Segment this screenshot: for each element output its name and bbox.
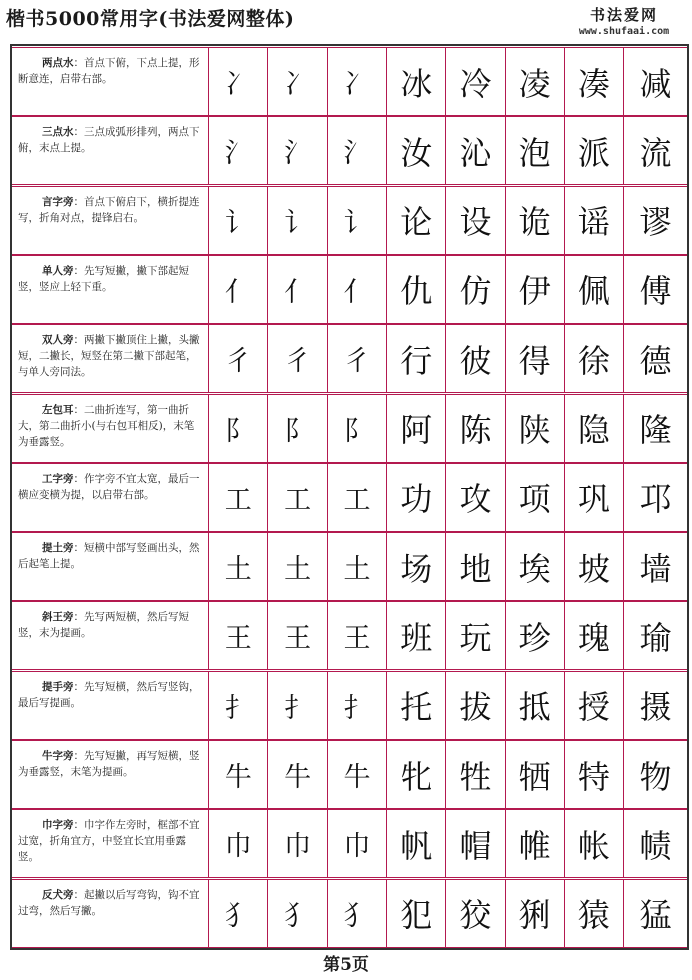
radical-sample-cell: 巾 xyxy=(208,810,267,877)
example-character-cell: 邛 xyxy=(623,464,687,531)
example-character-cell: 仇 xyxy=(386,256,445,323)
radical-description xyxy=(12,325,208,392)
example-character-cell: 犯 xyxy=(386,880,445,947)
example-character-cell: 牺 xyxy=(505,741,564,808)
radical-name: 双人旁 xyxy=(42,334,74,347)
radical-sample-cell: 巾 xyxy=(327,810,386,877)
radical-row xyxy=(12,601,687,670)
example-character-cell: 得 xyxy=(505,325,564,392)
radical-sample-cell: 冫 xyxy=(208,48,267,115)
radical-sample-cell: 土 xyxy=(267,533,326,600)
radical-description xyxy=(12,187,208,254)
example-character-cell: 巩 xyxy=(564,464,623,531)
radical-description xyxy=(12,395,208,462)
example-character-cell: 彼 xyxy=(445,325,504,392)
radical-sample-cell: 讠 xyxy=(327,187,386,254)
radical-sample-cell: 讠 xyxy=(208,187,267,254)
example-character-cell: 佩 xyxy=(564,256,623,323)
radical-description xyxy=(12,464,208,531)
radical-name-colon: ： xyxy=(73,542,84,555)
example-character-cell: 仿 xyxy=(445,256,504,323)
radical-instruction: 先写短撇，撇下部起短竖，竖应上轻下重。 xyxy=(18,264,189,293)
example-character-cell: 物 xyxy=(623,741,687,808)
radical-sample-cell: 扌 xyxy=(327,672,386,739)
example-character-cell: 托 xyxy=(386,672,445,739)
example-character-cell: 猁 xyxy=(505,880,564,947)
radical-row xyxy=(12,532,687,601)
example-character-cell: 派 xyxy=(564,117,623,184)
example-character-cell: 牲 xyxy=(445,741,504,808)
example-character-cell: 帽 xyxy=(445,810,504,877)
site-url: www.shufaai.com xyxy=(578,26,670,37)
example-character-cell: 牝 xyxy=(386,741,445,808)
radical-name-colon: ： xyxy=(73,334,84,347)
example-character-cell: 功 xyxy=(386,464,445,531)
radical-sample-cell: 王 xyxy=(267,602,326,669)
radical-sample-cell: 扌 xyxy=(208,672,267,739)
radical-sample-cell: 扌 xyxy=(267,672,326,739)
example-character-cell: 场 xyxy=(386,533,445,600)
example-character-cell: 阿 xyxy=(386,395,445,462)
radical-name-colon: ： xyxy=(73,264,84,277)
radical-sample-cell: 冫 xyxy=(267,48,326,115)
radical-description xyxy=(12,117,208,184)
radical-sample-cell: 阝 xyxy=(327,395,386,462)
radical-name: 牛字旁 xyxy=(42,750,74,762)
radical-sample-cell: 牛 xyxy=(208,741,267,808)
example-character-cell: 傅 xyxy=(623,256,687,323)
radical-sample-cell: 牛 xyxy=(267,741,326,808)
radical-sample-cell: 亻 xyxy=(327,256,386,323)
example-character-cell: 凌 xyxy=(505,48,564,115)
radical-row xyxy=(12,186,687,255)
radical-name: 巾字旁 xyxy=(42,819,74,832)
radical-sample-cell: 工 xyxy=(208,464,267,531)
example-character-cell: 徐 xyxy=(564,325,623,392)
page-header xyxy=(0,0,692,40)
radical-description xyxy=(12,48,208,115)
radical-instruction: 三点成弧形排列，两点下俯，末点上提。 xyxy=(18,126,200,155)
radical-description xyxy=(12,602,208,669)
radical-name-colon: ： xyxy=(73,403,84,416)
example-character-cell: 特 xyxy=(564,741,623,808)
example-character-cell: 帷 xyxy=(505,810,564,877)
radical-name: 两点水 xyxy=(42,57,74,69)
radical-instruction: 先写短撇，再写短横，竖为垂露竖，末笔为提画。 xyxy=(18,750,200,778)
example-character-cell: 班 xyxy=(386,602,445,669)
radical-sample-cell: 氵 xyxy=(267,117,326,184)
example-character-cell: 地 xyxy=(445,533,504,600)
radical-sample-cell: 王 xyxy=(208,602,267,669)
radical-row xyxy=(12,463,687,532)
radical-sample-cell: 犭 xyxy=(208,880,267,947)
radical-instruction: 首点下俯启下，横折提连写，折角对点，提锋启右。 xyxy=(18,195,200,224)
example-character-cell: 帻 xyxy=(623,810,687,877)
radical-name-colon: ： xyxy=(73,472,84,485)
example-character-cell: 汝 xyxy=(386,117,445,184)
radical-sample-cell: 氵 xyxy=(327,117,386,184)
example-character-cell: 帆 xyxy=(386,810,445,877)
radical-sample-cell: 冫 xyxy=(327,48,386,115)
example-character-cell: 帐 xyxy=(564,810,623,877)
radical-row xyxy=(12,879,687,948)
example-character-cell: 陕 xyxy=(505,395,564,462)
radical-row xyxy=(12,740,687,809)
radical-name-colon: ： xyxy=(73,680,84,693)
radical-sample-cell: 巾 xyxy=(267,810,326,877)
example-character-cell: 凑 xyxy=(564,48,623,115)
radical-sample-cell: 氵 xyxy=(208,117,267,184)
radical-row xyxy=(12,47,687,116)
example-character-cell: 陈 xyxy=(445,395,504,462)
radical-instruction: 二曲折连写，第一曲折大，第二曲折小(与右包耳相反)，末笔为垂露竖。 xyxy=(18,403,195,448)
radical-name-colon: ： xyxy=(73,195,84,208)
example-character-cell: 拔 xyxy=(445,672,504,739)
radical-row xyxy=(12,394,687,463)
radical-name: 反犬旁 xyxy=(42,888,74,901)
radical-description xyxy=(12,880,208,947)
radical-description xyxy=(12,810,208,877)
example-character-cell: 埃 xyxy=(505,533,564,600)
example-character-cell: 项 xyxy=(505,464,564,531)
radical-sample-cell: 讠 xyxy=(267,187,326,254)
example-character-cell: 谬 xyxy=(623,187,687,254)
radical-sample-cell: 土 xyxy=(208,533,267,600)
example-character-cell: 猿 xyxy=(564,880,623,947)
example-character-cell: 冷 xyxy=(445,48,504,115)
radical-instruction: 巾字作左旁时，框部不宜过宽，折角宜方，中竖宜长宜用垂露竖。 xyxy=(18,819,200,864)
radical-row xyxy=(12,116,687,185)
example-character-cell: 论 xyxy=(386,187,445,254)
example-character-cell: 猛 xyxy=(623,880,687,947)
example-character-cell: 冰 xyxy=(386,48,445,115)
example-character-cell: 隐 xyxy=(564,395,623,462)
radical-sample-cell: 工 xyxy=(267,464,326,531)
radical-name-colon: ： xyxy=(73,819,84,832)
example-character-cell: 行 xyxy=(386,325,445,392)
radical-description xyxy=(12,533,208,600)
example-character-cell: 珍 xyxy=(505,602,564,669)
radical-sample-cell: 王 xyxy=(327,602,386,669)
radical-row xyxy=(12,255,687,324)
example-character-cell: 德 xyxy=(623,325,687,392)
site-watermark xyxy=(564,4,684,37)
radical-row xyxy=(12,809,687,878)
example-character-cell: 诡 xyxy=(505,187,564,254)
example-character-cell: 攻 xyxy=(445,464,504,531)
radical-instruction: 先写两短横，然后写短竖，末为提画。 xyxy=(18,611,189,640)
example-character-cell: 泡 xyxy=(505,117,564,184)
radical-name: 左包耳 xyxy=(42,403,74,416)
radical-description xyxy=(12,741,208,808)
radical-sample-cell: 牛 xyxy=(327,741,386,808)
example-character-cell: 沁 xyxy=(445,117,504,184)
example-character-cell: 隆 xyxy=(623,395,687,462)
radical-instruction: 短横中部写竖画出头，然后起笔上提。 xyxy=(18,542,200,571)
radical-sample-cell: 阝 xyxy=(267,395,326,462)
radical-instruction: 作字旁不宜太宽，最后一横应变横为提，以启带右部。 xyxy=(18,472,200,501)
radical-sample-cell: 彳 xyxy=(267,325,326,392)
practice-sheet xyxy=(10,44,689,950)
example-character-cell: 瑜 xyxy=(623,602,687,669)
radical-sample-cell: 土 xyxy=(327,533,386,600)
radical-name-colon: ： xyxy=(73,611,84,624)
page-number: 第5页 xyxy=(323,955,369,975)
example-character-cell: 减 xyxy=(623,48,687,115)
example-character-cell: 流 xyxy=(623,117,687,184)
example-character-cell: 谣 xyxy=(564,187,623,254)
example-character-cell: 授 xyxy=(564,672,623,739)
radical-name-colon: ： xyxy=(73,888,84,901)
example-character-cell: 伊 xyxy=(505,256,564,323)
radical-instruction: 起撇以后写弯钩，钩不宜过弯，然后写撇。 xyxy=(18,888,200,917)
radical-sample-cell: 阝 xyxy=(208,395,267,462)
radical-name: 提手旁 xyxy=(42,680,74,693)
example-character-cell: 设 xyxy=(445,187,504,254)
radical-sample-cell: 亻 xyxy=(267,256,326,323)
site-name: 书法爱网 xyxy=(589,6,658,24)
example-character-cell: 摄 xyxy=(623,672,687,739)
radical-name: 提土旁 xyxy=(42,542,74,555)
example-character-cell: 抵 xyxy=(505,672,564,739)
example-character-cell: 玩 xyxy=(445,602,504,669)
radical-sample-cell: 犭 xyxy=(327,880,386,947)
radical-sample-cell: 彳 xyxy=(327,325,386,392)
example-character-cell: 瑰 xyxy=(564,602,623,669)
radical-sample-cell: 亻 xyxy=(208,256,267,323)
radical-description xyxy=(12,672,208,739)
radical-name-colon: ： xyxy=(73,126,84,139)
book-title: 楷书5000常用字(书法爱网整体) xyxy=(6,8,295,30)
radical-name: 三点水 xyxy=(42,126,74,139)
radical-sample-cell: 犭 xyxy=(267,880,326,947)
example-character-cell: 墙 xyxy=(623,533,687,600)
radical-sample-cell: 彳 xyxy=(208,325,267,392)
radical-name-colon: ： xyxy=(73,57,84,69)
radical-description xyxy=(12,256,208,323)
radical-sample-cell: 工 xyxy=(327,464,386,531)
radical-name: 斜王旁 xyxy=(42,611,74,624)
radical-name: 工字旁 xyxy=(42,472,74,485)
radical-row xyxy=(12,671,687,740)
radical-instruction: 两撇下撇顶住上撇，头撇短，二撇长，短竖在第二撇下部起笔，与单人旁同法。 xyxy=(18,334,200,379)
example-character-cell: 狡 xyxy=(445,880,504,947)
radical-name: 单人旁 xyxy=(42,264,74,277)
radical-name: 言字旁 xyxy=(42,195,74,208)
example-character-cell: 坡 xyxy=(564,533,623,600)
radical-instruction: 先写短横，然后写竖钩，最后写提画。 xyxy=(18,680,200,709)
radical-instruction: 首点下俯，下点上提，形断意连，启带右部。 xyxy=(18,57,200,85)
radical-name-colon: ： xyxy=(73,750,84,762)
radical-row xyxy=(12,324,687,393)
